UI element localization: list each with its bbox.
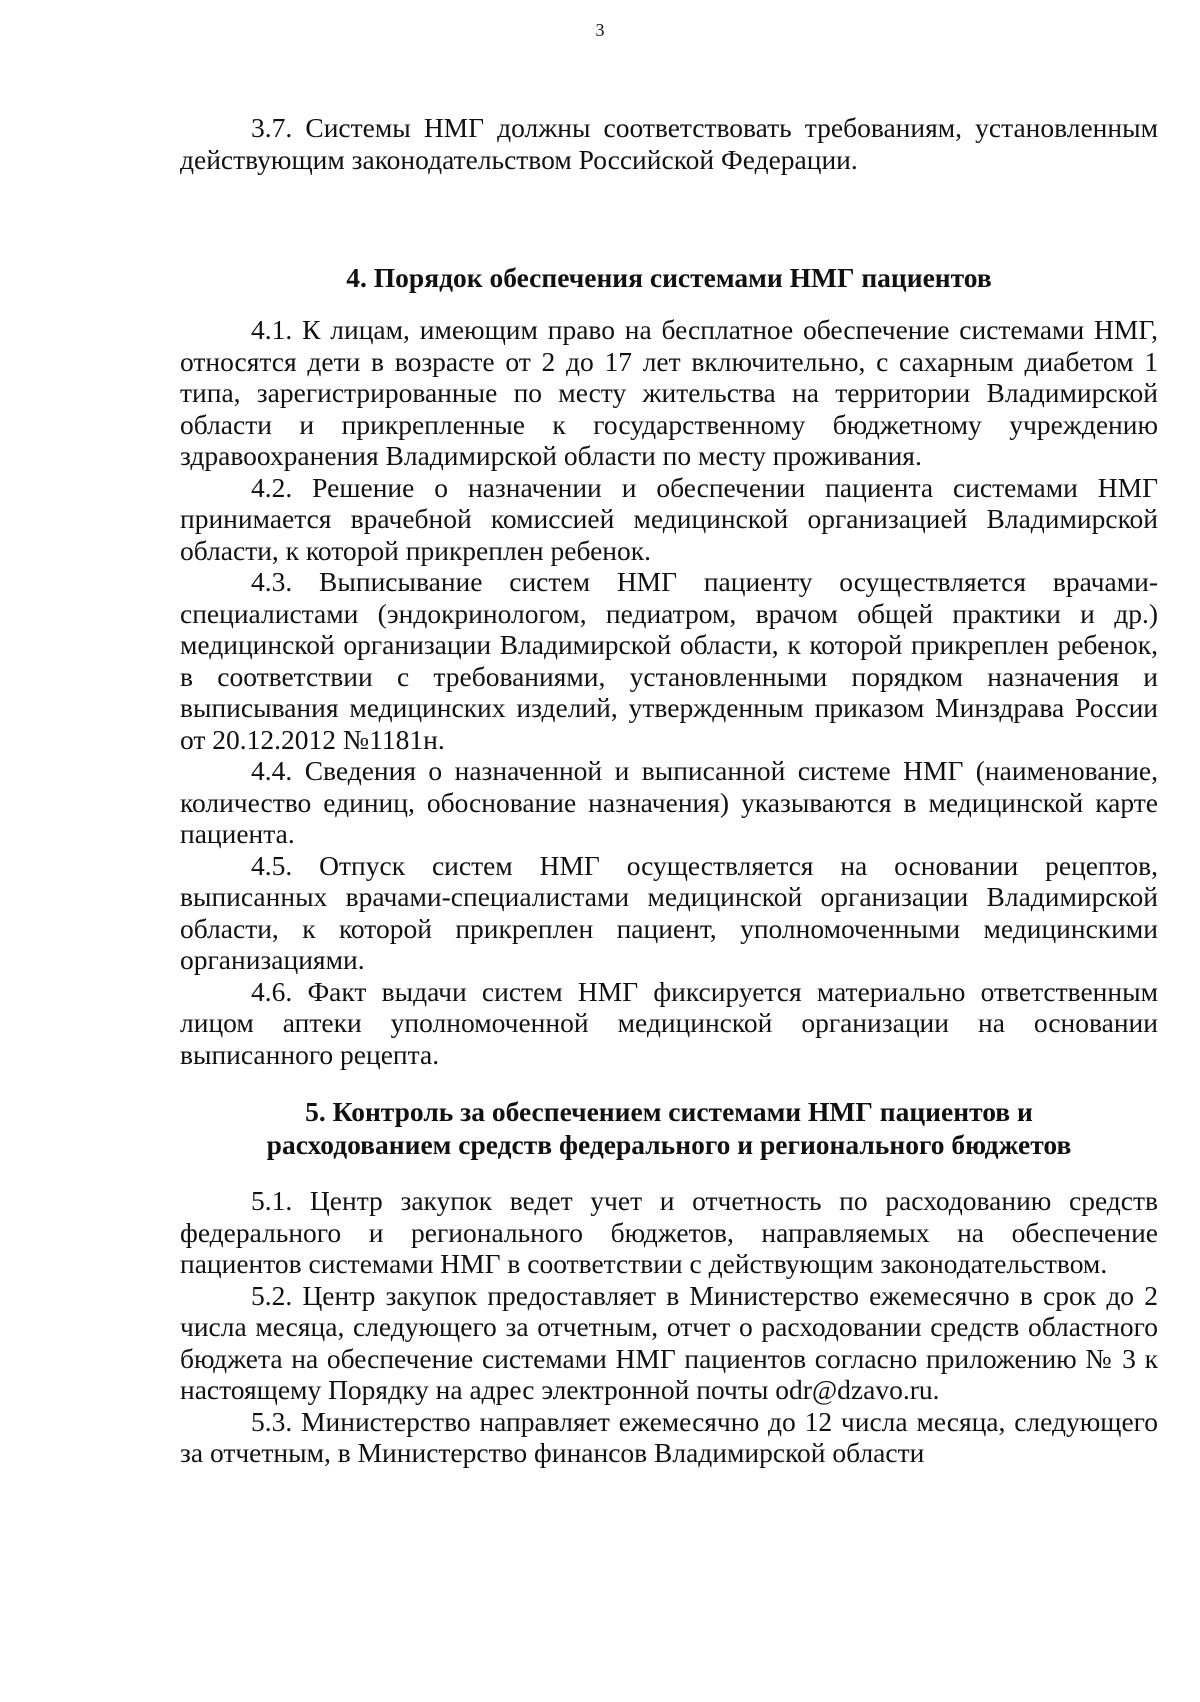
paragraph-3-7: 3.7. Системы НМГ должны соответствовать требованиям, установленным действующим законодательством Российской Федерации. <box>180 112 1158 175</box>
paragraph-4-2: 4.2. Решение о назначении и обеспечении пациента системами НМГ принимается врачебной комиссией медицинской организацией Владимирской области, к которой прикреплен ребенок. <box>180 471 1158 566</box>
paragraph-4-1: 4.1. К лицам, имеющим право на бесплатное обеспечение системами НМГ, относятся дети в возрасте от 2 до 17 лет включительно, с сахарным диабетом 1 типа, зарегистрированные по месту жительства на территории Владимирской области и прикрепленные к государственному бюджетному учреждению здравоохранения Владимирской области по месту проживания. <box>180 314 1158 471</box>
paragraph-5-3: 5.3. Министерство направляет ежемесячно до 12 числа месяца, следующего за отчетным, в Министерство финансов Владимирской области <box>180 1405 1158 1468</box>
paragraph-4-6: 4.6. Факт выдачи систем НМГ фиксируется материально ответственным лицом аптеки уполномоченной медицинской организации на основании выписанного рецепта. <box>180 975 1158 1070</box>
section-5-heading-line-1: 5. Контроль за обеспечением системами НМГ пациентов и <box>305 1096 1033 1127</box>
paragraph-5-1: 5.1. Центр закупок ведет учет и отчетность по расходованию средств федерального и регионального бюджетов, направляемых на обеспечение пациентов системами НМГ в соответствии с действующим законодательством. <box>180 1185 1158 1279</box>
page-number: 3 <box>595 20 605 40</box>
paragraph-4-5: 4.5. Отпуск систем НМГ осуществляется на основании рецептов, выписанных врачами-специалистами медицинской организации Владимирской области, к которой прикреплен пациент, уполномоченными медицинскими организациями. <box>180 849 1158 975</box>
paragraph-5-2: 5.2. Центр закупок предоставляет в Министерство ежемесячно в срок до 2 числа месяца, следующего за отчетным, отчет о расходовании средств областного бюджета на обеспечение системами НМГ пациентов согласно приложению № 3 к настоящему Порядку на адрес электронной почты odr@dzavo.ru. <box>180 1279 1158 1405</box>
paragraph-4-3: 4.3. Выписывание систем НМГ пациенту осуществляется врачами-специалистами (эндокринологом, педиатром, врачом общей практики и др.) медицинской организации Владимирской области, к которой прикреплен ребенок, в соответствии с требованиями, установленными порядком назначения и выписывания медицинских изделий, утвержденным приказом Минздрава России от 20.12.2012 №1181н. <box>180 566 1158 755</box>
section-5-heading-line-2: расходованием средств федерального и регионального бюджетов <box>266 1129 1072 1160</box>
document-body <box>180 112 1158 1469</box>
section-5-heading <box>180 1095 1158 1161</box>
section-4-heading: 4. Порядок обеспечения системами НМГ пациентов <box>346 262 992 293</box>
paragraph-4-4: 4.4. Сведения о назначенной и выписанной системе НМГ (наименование, количество единиц, обоснование назначения) указываются в медицинской карте пациента. <box>180 755 1158 849</box>
